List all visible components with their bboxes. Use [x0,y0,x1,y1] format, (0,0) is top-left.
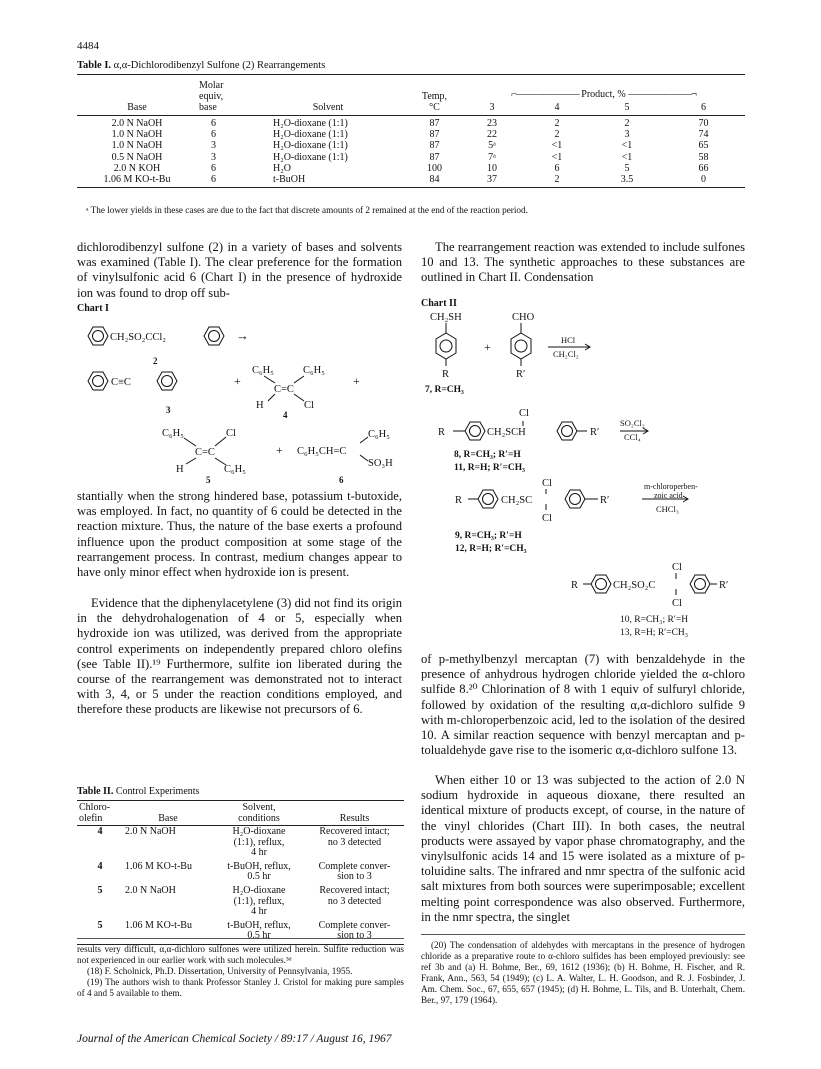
t2-h-olefin: Chloro- olefin [77,801,123,826]
table2-result-line: sion to 3 [337,930,372,942]
chart1-number-6: 6 [339,475,344,485]
page-number: 4484 [77,40,99,52]
left-paragraph-3: Evidence that the diphenylacetylene (3) did not find its origin in the dehydrohalogenation of 4 or 5, especially when hydroxide ion was utilized, was derived from the appropriate control experiments on independently prepared chloro olefins (see Table II).¹⁹ Furthermore, sulfite ion liberated during the course of the rearrangement was demonstrated not to interact with 3, 4, or 5 under the reaction conditions employed, and therefore these products are likewise not precursors of 6. [77,596,402,717]
table2-label: Table II. [77,786,114,797]
table1-cell: 3 [624,129,630,141]
table1-cell: 65 [698,140,709,152]
chart1-phenyl-ring [88,327,108,345]
chart1-ccdbl: C=C [195,447,215,458]
chart1-c6h5: C₆H₅ [368,429,390,440]
t1-h-base: Base [77,75,197,116]
table1-cell: <1 [551,151,563,163]
table2-condition-line: H₂O-dioxane [232,826,286,837]
chart2-hcl: HCl [561,335,576,345]
chart1-cl: Cl [226,428,236,439]
table1-cell: 0 [662,174,745,188]
chart1-c6h5: C₆H₅ [162,428,184,439]
chart1-c6h5: C₆H₅ [252,365,274,376]
chart1-number-4: 4 [283,410,288,420]
footnote-20: (20) The condensation of aldehydes with mercaptans in the presence of hydrogen chloride as a preparative route to α-chloro sulfides has been employed previously: see ref 3b and (a) H. Bohme, Ber., 69, 1612 (1936); (b) H. Bohme, H. Fischer, and R. Frank, Ann., 563, 54 (1949); (c) L. A. Walter, L. H. Goodson, and R. J. Fosbinder, J. Am. Chem. Soc., 67, 655, 657 (1945); (d) H. Bohme, L. Tils, and B. Unterhalt, Chem. Ber., 97, 179 (1964). [421,940,745,1005]
right-paragraph-2: of p-methylbenzyl mercaptan (7) with benzaldehyde in the presence of anhydrous hydrogen chloride yielded the α-chloro sulfide 8.²⁰ Chlorination of 8 with 1 equiv of sulfuryl chloride, followed by oxidation of the resulting α,α-dichloro sulfide 9 with m-chloroperbenzoic acid, led to the isolation of the desired 10. A similar reaction sequence with benzyl mercaptan and p-tolualdehyde gave rise to the isomeric α,α-dichloro sulfone 13. [421,652,745,758]
table2-result [305,920,404,945]
table1-label: Table I. [77,60,112,71]
table1-cell: 2 [624,118,630,129]
chart2-phenyl-ring [478,490,498,508]
table1-cell: 87 [429,118,440,129]
chart2-chcl3: CHCl₃ [656,504,679,514]
table2-result-line: sion to 3 [337,871,372,883]
chart2-phenyl-ring [557,422,577,440]
table1-cell: <1 [621,151,633,163]
t1-h-p3: 3 [462,102,522,116]
table1-cell: 2.0 N NaOH [111,118,163,129]
chart1-plus: + [276,443,283,457]
table2-condition-line: 0.5 hr [247,930,271,942]
chart2-rp: R′ [590,427,600,438]
chart1-phenyl-ring [204,327,224,345]
chart2-mcpba-1: m-chloroperben- [644,482,698,491]
t1-h-temp: Temp, °C [407,75,462,116]
chart2-rp: R′ [516,369,526,380]
footnote-rule [421,934,745,935]
t1-h-molar: Molar equiv, base [197,75,249,116]
table2-conditions [213,826,305,861]
table2-row [77,920,404,945]
t1-h-p4: 4 [522,102,592,116]
table1-cell: 1.06 M KO-t-Bu [77,174,197,188]
table1-cell: 6 [211,129,216,141]
table1-footnote: ᵃ The lower yields in these cases are due to the fact that discrete amounts of 2 remained at the end of the reaction period. [86,205,528,215]
t2-h-results: Results [305,801,404,826]
chart2-cho: CHO [512,312,535,323]
table2-row [77,885,404,920]
table2-result-line: no 3 detected [327,836,382,848]
chart2-number-13: 13, R=H; R′=CH₃ [620,628,689,638]
left-paragraph-2: stantially when the strong hindered base, potassium t-butoxide, was employed. In fact, no quantity of 6 could be detected in the reaction mixture. Thus, the nature of the base exerts a profound influence upon the product composition at some stage of the rearrangement process. In contrast, medium changes appear to have only minor effect when hydroxide ion is present. [77,489,402,580]
table1-cell: 87 [429,140,440,152]
chart2-cl: Cl [542,478,552,489]
chart2-label: Chart II [421,298,457,309]
chart1-plus: + [234,374,241,388]
chart1-h: H [176,464,184,475]
t1-h-p5: 5 [592,102,662,116]
table1-cell: H₂O-dioxane (1:1) [273,118,348,129]
table1-cell: H₂O-dioxane (1:1) [273,129,348,141]
table1-cell: H₂O-dioxane (1:1) [273,140,348,152]
table1-cell: 23 [487,118,497,129]
table1-cell: 10 [487,162,497,174]
table2-result-line: Recovered intact; [319,826,390,837]
table1-cell: 2 [554,129,560,141]
chart2-r: R [442,369,450,380]
chart2-number-8: 8, R=CH₃; R′=H [454,450,521,460]
table1-cell: 70 [698,118,709,129]
journal-footer: Journal of the American Chemical Society / 89:17 / August 16, 1967 [77,1033,392,1045]
chart2-number-10: 10, R=CH₃; R′=H [620,615,689,625]
chart1-plus: + [353,374,360,388]
chart2-ccl4: CCl₄ [624,432,641,442]
table2-olefin: 4 [97,860,103,872]
table2-base: 2.0 N NaOH [125,826,176,837]
chart1-so3h: SO₃H [368,458,393,469]
footnote-18: (18) F. Scholnick, Ph.D. Dissertation, University of Pennsylvania, 1955. [87,966,353,976]
table2-base: 1.06 M KO-t-Bu [123,920,213,945]
chart2-ch2sch: CH₂SCH [487,427,526,438]
chart2-r: R [571,580,579,591]
t2-h-base: Base [123,801,213,826]
table1-cell: 22 [487,129,497,141]
table2-result [305,885,404,920]
table1-cell: 74 [698,129,709,141]
table1-cell: 2 [554,118,560,129]
table1-cell: 1.0 N NaOH [111,140,163,152]
table1-cell: 6 [554,162,560,174]
table1-cell: H₂O [273,162,291,174]
chart1-vinyl: C₆H₅CH=C [297,446,347,457]
chart2-phenyl-ring [436,333,456,359]
footnote-continuation: results very difficult, α,α-dichloro sulfones were utilized herein. Sulfite reduction was not experienced in our earlier work with such molecules.³ᵈ [77,944,404,965]
chart2-number-7: 7, R=CH₃ [425,385,464,395]
chart1-ccdbl: C=C [274,384,294,395]
table1-cell: 2 [522,174,592,188]
table1-cell: 5 [624,162,630,174]
chart2-ch2sh: CH₂SH [430,312,462,323]
chart1-c6h5: C₆H₅ [303,365,325,376]
table2-condition-line: t-BuOH, reflux, [227,919,291,931]
chart1-sulfone-label: CH₂SO₂CCl₂ [110,332,166,343]
table1-cell: 3 [211,151,216,163]
table2-result-line: Recovered intact; [319,884,390,896]
chart2-phenyl-ring [465,422,485,440]
table2-result-line: no 3 detected [327,895,382,907]
t1-h-p6: 6 [662,102,745,116]
table1-cell: 87 [429,151,440,163]
table1-cell: 84 [407,174,462,188]
table2-condition-line: 4 hr [251,847,267,859]
table2-condition-line: 4 hr [251,906,267,918]
left-paragraph-1: dichlorodibenzyl sulfone (2) in a variety of bases and solvents was examined (Table I). The clear preference for the formation of vinylsulfonic acid 6 (Chart I) in the presence of hydroxide ion was found to drop off sub- [77,240,402,300]
footnote-rule [77,938,404,939]
chart2-so2cl2: SO₂Cl₂ [620,418,645,428]
table1-cell: <1 [621,140,633,152]
chart2-rp: R′ [600,495,610,506]
table2-base: 2.0 N NaOH [125,884,176,896]
chart2-ch2sc: CH₂SC [501,495,533,506]
t2-h-conditions: Solvent, conditions [213,801,305,826]
chart1-arrow: → [236,328,249,343]
table1-cell: 37 [462,174,522,188]
table1-cell: 3 [211,140,216,152]
chart1-number-2: 2 [153,356,158,366]
t1-h-product: ⌐——————— Product, % ———————¬ [462,75,745,103]
chart2-rp: R′ [719,580,729,591]
chart1-number-3: 3 [166,405,171,415]
footnote-19: (19) The authors wish to thank Professor Stanley J. Cristol for making pure samples of 4 and 5 available to them. [77,977,404,998]
chart1-phenyl-ring [157,372,177,390]
table2-base: 1.06 M KO-t-Bu [125,860,192,872]
t1-h-solvent: Solvent [249,75,407,116]
table2-title [77,786,199,797]
table1-cell: 3.5 [592,174,662,188]
table2-row [77,826,404,861]
table2-condition-line: 0.5 hr [247,871,271,883]
table2-olefin: 4 [97,826,103,837]
table1-cell: 1.0 N NaOH [111,129,163,141]
table2-caption: Control Experiments [115,786,200,797]
chart1-c6h5: C₆H₅ [224,464,246,475]
table2-olefin: 5 [97,884,103,896]
chart2-phenyl-ring [690,575,710,593]
table1-cell: t-BuOH [249,174,407,188]
table1-cell: 6 [197,174,249,188]
table2-row [77,861,404,885]
chart1-label: Chart I [77,303,109,314]
chart1-acetylene-label: C≡C [111,377,131,388]
chart2-cl: Cl [672,562,682,573]
chart1-h: H [256,400,264,411]
table2-condition-line: t-BuOH, reflux, [227,860,291,872]
table1-caption: α,α-Dichlorodibenzyl Sulfone (2) Rearrangements [113,60,326,71]
chart2-ch2so2c: CH₂SO₂C [613,580,656,591]
table1-cell: 87 [429,129,440,141]
table2-result-line: Complete conver- [318,919,391,931]
chart2-cl: Cl [519,408,529,419]
chart2-number-12: 12, R=H; R′=CH₃ [455,544,527,554]
table1-cell: 2.0 N KOH [113,162,161,174]
table1-cell: 6 [211,162,216,174]
chart2-phenyl-ring [591,575,611,593]
table2-olefin: 5 [77,920,123,945]
chart2-number-9: 9, R=CH₃; R′=H [455,531,522,541]
table1-cell: 100 [427,162,442,174]
table1-cell: 6 [211,118,216,129]
chart2-phenyl-ring [565,490,585,508]
table1-cell: <1 [551,140,563,152]
right-paragraph-3: When either 10 or 13 was subjected to the action of 2.0 N sodium hydroxide in aqueous dioxane, there resulted an identical mixture of products except, of course, in the nature of the vinyl chlorides (Chart III). In both cases, the neutral products were assayed by vapor phase chromatography, and the vinylsulfonic acids 14 and 15 were isolated as a mixture of p-toluidine salts. The infrared and nmr spectra of the sulfonic acid salt mixtures from both sources were superimposable; excellent melting point correspondence was also observed. Furthermore, in the nmr spectra, the singlet [421,773,745,924]
table1-cell: 5ᵃ [488,140,496,152]
chart2-r: R [455,495,463,506]
chart2-ch2cl2: CH₂Cl₂ [553,349,579,359]
table2 [77,800,404,945]
table2-result [305,826,404,861]
chart2-number-11: 11, R=H; R′=CH₃ [454,463,525,473]
table1-cell: 58 [698,151,709,163]
table2-conditions [213,861,305,885]
table2-result-line: Complete conver- [318,860,391,872]
chart2-plus: + [484,340,491,354]
chart2-mcpba-2: zoic acid [654,491,683,500]
chart2-cl: Cl [542,513,552,524]
table1-cell: H₂O-dioxane (1:1) [273,151,348,163]
table1-cell: 66 [698,162,709,174]
table1-cell: 0.5 N NaOH [111,151,163,163]
chart1-phenyl-ring [88,372,108,390]
table2-condition-line: (1:1), reflux, [233,836,285,848]
chart2-cl: Cl [672,598,682,609]
table2-conditions [213,920,305,945]
chart1-number-5: 5 [206,475,211,485]
chart2-phenyl-ring [511,333,531,359]
table2-condition-line: H₂O-dioxane [232,884,286,896]
right-paragraph-1: The rearrangement reaction was extended to include sulfones 10 and 13. The synthetic approaches to these substances are outlined in Chart II. Condensation [421,240,745,285]
table1-cell: 7ᵃ [488,151,496,163]
chart2-r: R [438,427,446,438]
table2-condition-line: (1:1), reflux, [233,895,285,907]
left-footnotes [77,944,404,999]
table2-conditions [213,885,305,920]
chart1-cl: Cl [304,400,314,411]
table2-result [305,861,404,885]
